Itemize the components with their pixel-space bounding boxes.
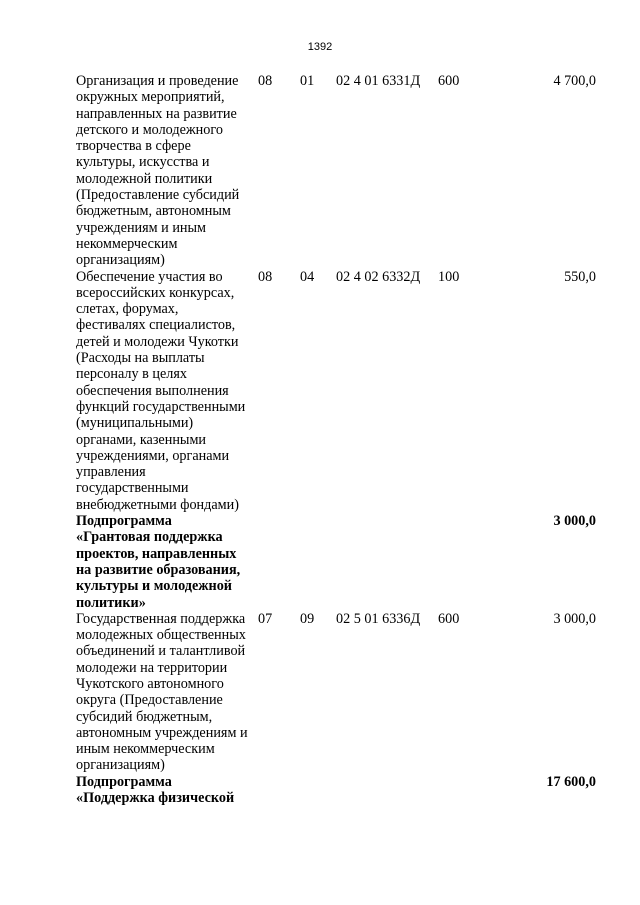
row-expense-type: 600 [438, 73, 460, 89]
row-subsection: 04 [300, 268, 315, 285]
row-section: 07 [258, 610, 273, 627]
row-description: Организация и проведение окружных мероприятий, направленных на развитие детского и молодежного творчества в сфере культуры, искусства и молодежной политики (Предоставление субсидий бюджетным, автономным учреждениям и иным некоммерческим организациям) [76, 73, 240, 269]
row-section: 08 [258, 73, 273, 89]
table-row [76, 269, 596, 513]
subprogram-row [76, 513, 596, 611]
row-expense-type: 100 [438, 268, 460, 285]
row-section: 08 [258, 268, 273, 285]
row-amount: 3 000,0 [553, 610, 596, 627]
row-target-code: 02 5 01 6336Д [336, 610, 421, 627]
page-number: 1392 [307, 41, 333, 53]
subprogram-row [76, 774, 596, 807]
row-subsection: 01 [300, 73, 315, 89]
row-expense-type: 600 [438, 610, 460, 627]
row-target-code: 02 4 01 6331Д [336, 73, 421, 89]
row-target-code: 02 4 02 6332Д [336, 268, 421, 285]
table-row [76, 611, 596, 774]
row-description: Обеспечение участия во всероссийских конкурсах, слетах, форумах, фестивалях специалистов, детей и молодежи Чукотки (Расходы на выплаты персоналу в целях обеспечения выполнения функций государственными (муниципальными) органами, казенными учреждениями, органами управления государственными внебюджетными фондами) [76, 268, 246, 513]
subprogram-title: Подпрограмма «Грантовая поддержка проектов, направленных на развитие образования, культуры и молодежной политики» [76, 513, 241, 611]
table-row [76, 73, 596, 269]
subprogram-title: Подпрограмма «Поддержка физической [76, 773, 235, 807]
budget-table [76, 73, 596, 806]
row-amount: 4 700,0 [553, 73, 596, 89]
subprogram-amount: 3 000,0 [553, 513, 596, 530]
subprogram-amount: 17 600,0 [546, 773, 596, 790]
row-description: Государственная поддержка молодежных общественных объединений и талантливой молодежи на территории Чукотского автономного округа (Предоставление субсидий бюджетным, автономным учреждениям и иным некоммерческим организациям) [76, 610, 248, 774]
row-amount: 550,0 [564, 268, 596, 285]
row-subsection: 09 [300, 610, 315, 627]
